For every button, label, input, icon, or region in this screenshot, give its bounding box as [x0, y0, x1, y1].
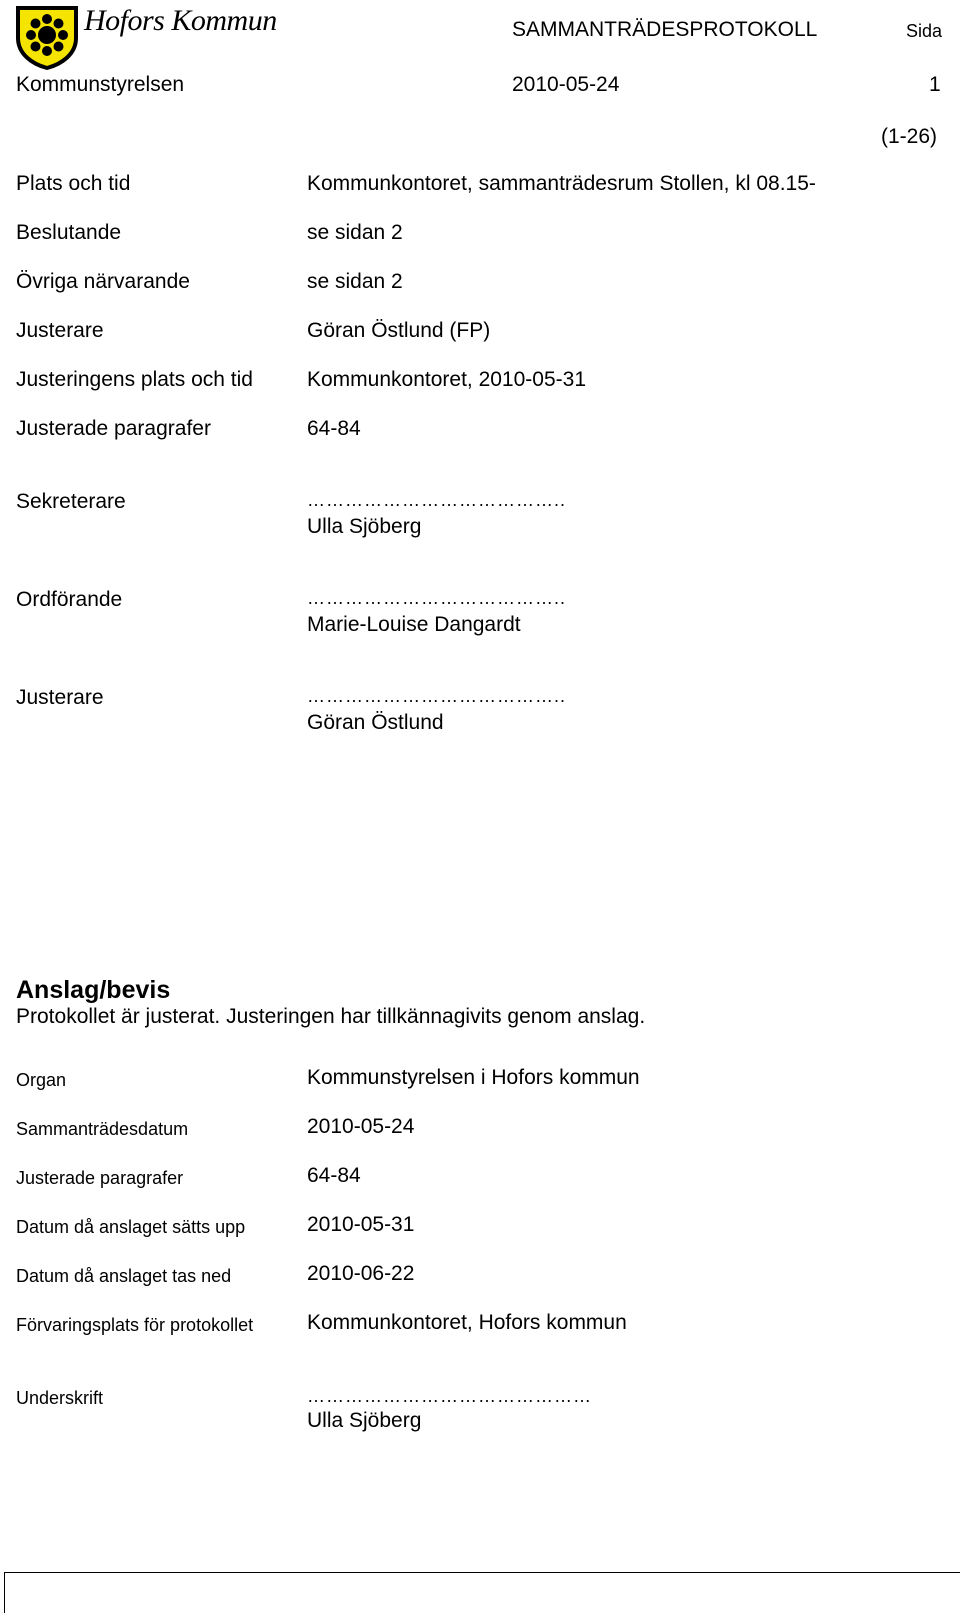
meeting-row-value: se sidan 2	[307, 221, 403, 244]
notice-row-label: Datum då anslaget tas ned	[16, 1266, 232, 1286]
meeting-row-value: Göran Östlund (FP)	[307, 319, 491, 342]
meeting-row-label: Justerare	[16, 319, 104, 342]
notice-row-value: 2010-05-31	[307, 1213, 415, 1236]
underskrift-name: Ulla Sjöberg	[307, 1409, 422, 1432]
hofors-coat-of-arms-logo	[14, 4, 80, 70]
notice-row-label: Organ	[16, 1070, 67, 1090]
notice-row-value: 2010-05-24	[307, 1115, 415, 1138]
signature-name: Ulla Sjöberg	[307, 515, 422, 538]
notice-row-value: 64-84	[307, 1164, 361, 1187]
notice-row-value: 2010-06-22	[307, 1262, 415, 1285]
signature-line: …………………………………..	[307, 588, 567, 608]
bottom-frame	[4, 1572, 960, 1613]
notice-title: Anslag/bevis	[16, 976, 171, 1004]
signature-label-adjuster: Justerare	[16, 686, 104, 709]
signature-line: …………………………………..	[307, 490, 567, 510]
signature-line: …………………………………..	[307, 686, 567, 706]
notice-row-value: Kommunstyrelsen i Hofors kommun	[307, 1066, 640, 1089]
notice-text: Protokollet är justerat. Justeringen har tillkännagivits genom anslag.	[16, 1005, 646, 1028]
page-range: (1-26)	[881, 125, 938, 148]
underskrift-line: ………………………………………	[307, 1386, 592, 1406]
meeting-row-label: Plats och tid	[16, 172, 131, 195]
document-type: SAMMANTRÄDESPROTOKOLL	[512, 18, 818, 41]
signature-label-secretary: Sekreterare	[16, 490, 126, 513]
meeting-row-label: Övriga närvarande	[16, 270, 190, 293]
signature-label-chair: Ordförande	[16, 588, 123, 611]
meeting-row-value: 64-84	[307, 417, 361, 440]
notice-row-value: Kommunkontoret, Hofors kommun	[307, 1311, 627, 1334]
meeting-row-label: Justeringens plats och tid	[16, 368, 253, 391]
body-name: Kommunstyrelsen	[16, 73, 185, 96]
signature-name: Göran Östlund	[307, 711, 444, 734]
meeting-date: 2010-05-24	[512, 73, 620, 96]
meeting-row-value: Kommunkontoret, sammanträdesrum Stollen, kl 08.15-	[307, 172, 816, 195]
notice-row-label: Förvaringsplats för protokollet	[16, 1315, 254, 1335]
notice-row-label: Sammanträdesdatum	[16, 1119, 189, 1139]
meeting-row-label: Beslutande	[16, 221, 122, 244]
meeting-row-label: Justerade paragrafer	[16, 417, 211, 440]
signature-name: Marie-Louise Dangardt	[307, 613, 521, 636]
logo-text: Hofors Kommun	[84, 4, 277, 37]
notice-row-label: Datum då anslaget sätts upp	[16, 1217, 246, 1237]
meeting-row-value: se sidan 2	[307, 270, 403, 293]
meeting-row-value: Kommunkontoret, 2010-05-31	[307, 368, 586, 391]
page-number: 1	[929, 73, 941, 96]
notice-row-label: Justerade paragrafer	[16, 1168, 184, 1188]
underskrift-label: Underskrift	[16, 1388, 104, 1408]
page-label: Sida	[906, 21, 943, 41]
